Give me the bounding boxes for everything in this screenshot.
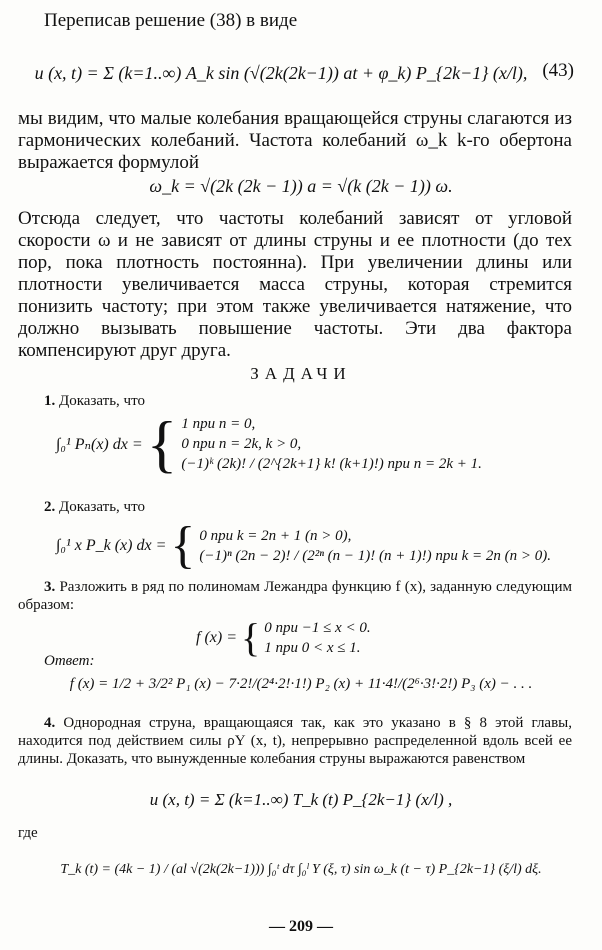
task-4-equation-2-body: T_k (t) = (4k − 1) / (al √(2k(2k−1))) ∫₀ᵗ dτ ∫₀ˡ Y (ξ, τ) sin ω_k (t − τ) P_{2k−1} (ξ/l) dξ. xyxy=(60,862,542,877)
equation-43 xyxy=(0,48,602,98)
task-3-brace: { xyxy=(241,615,261,660)
task-2-case-2: (−1)ⁿ (2n − 2)! / (2²ⁿ (n − 1)! (n + 1)!) при k = 2n (n > 0). xyxy=(199,548,552,564)
task-3-answer-label: Ответ: xyxy=(44,653,95,669)
section-heading: ЗАДАЧИ xyxy=(250,364,352,383)
task-1-case-1: 1 при n = 0, xyxy=(181,416,256,432)
task-4-equation xyxy=(0,790,602,810)
task-4-number: 4. xyxy=(44,715,56,731)
task-4-equation-2 xyxy=(0,862,602,878)
task-1-text: Доказать, что xyxy=(59,393,145,409)
task-1-lhs: ∫₀¹ Pₙ(x) dx = xyxy=(56,436,143,453)
task-1-case-2: 0 при n = 2k, k > 0, xyxy=(181,436,302,452)
task-3-text: Разложить в ряд по полиномам Лежандра функцию f (x), заданную следующим образом: xyxy=(18,579,572,613)
task-3-answer xyxy=(0,676,602,693)
task-1-number: 1. xyxy=(44,393,56,409)
task-1-brace: { xyxy=(146,408,178,479)
task-2-lhs: ∫₀¹ x P_k (x) dx = xyxy=(56,537,167,554)
task-2-text: Доказать, что xyxy=(59,499,145,515)
task-2 xyxy=(0,498,602,516)
task-3-case-1: 0 при −1 ≤ x < 0. xyxy=(264,620,371,636)
equation-43-body: u (x, t) = Σ (k=1..∞) A_k sin (√(2k(2k−1)) at + φ_k) P_{2k−1} (x/l), xyxy=(34,62,528,83)
task-2-case-1: 0 при k = 2n + 1 (n > 0), xyxy=(199,528,352,544)
task-3-answer-body: f (x) = 1/2 + 3/2² P₁ (x) − 7·2!/(2⁴·2!·1!) P₂ (x) + 11·4!/(2⁶·3!·2!) P₃ (x) − . . . xyxy=(69,676,533,692)
task-2-formula xyxy=(0,517,602,574)
task-4-where: где xyxy=(18,825,38,841)
equation-43-number: (43) xyxy=(542,60,574,81)
page-number: — 209 — xyxy=(269,918,333,935)
paragraph-harmonic: мы видим, что малые колебания вращающейся струны слагаются из гармонических колебаний. Частота колебаний ω_k k-го обертона выражается формулой xyxy=(18,108,572,173)
task-4-equation-body: u (x, t) = Σ (k=1..∞) T_k (t) P_{2k−1} (x/l) , xyxy=(149,790,453,809)
omega-formula-body: ω_k = √(2k (2k − 1)) a = √(k (2k − 1)) ω. xyxy=(149,176,453,196)
task-2-number: 2. xyxy=(44,499,56,515)
paragraph-conclusion: Отсюда следует, что частоты колебаний зависят от угловой скорости ω и не зависят от длины струны и ее плотности (до тех пор, пока плотность постоянна). При увеличении длины или плотности увеличивается масса струны, которая стремится понизить частоту; при этом также увеличивается натяжение, что должно вызывать повышение частоты. Эти два фактора компенсируют друг друга. xyxy=(18,208,572,361)
task-1-formula xyxy=(0,408,602,479)
task-3-lhs: f (x) = xyxy=(196,629,237,646)
task-2-brace: { xyxy=(170,517,196,574)
task-1 xyxy=(0,392,602,410)
task-4 xyxy=(0,714,602,768)
task-3-number: 3. xyxy=(44,579,56,595)
task-3-case-2: 1 при 0 < x ≤ 1. xyxy=(264,640,361,656)
task-3 xyxy=(0,578,602,614)
task-1-case-3: (−1)ᵏ (2k)! / (2^{2k+1} k! (k+1)!) при n = 2k + 1. xyxy=(181,456,482,472)
task-4-text: Однородная струна, вращающаяся так, как это указано в § 8 этой главы, находится под действием силы ρY (x, t), непрерывно распределенной вдоль всей ее длины. Доказать, что вынужденные колебания струны выражаются равенством xyxy=(18,715,572,767)
intro-line: Переписав решение (38) в виде xyxy=(44,10,298,31)
omega-formula xyxy=(0,176,602,197)
